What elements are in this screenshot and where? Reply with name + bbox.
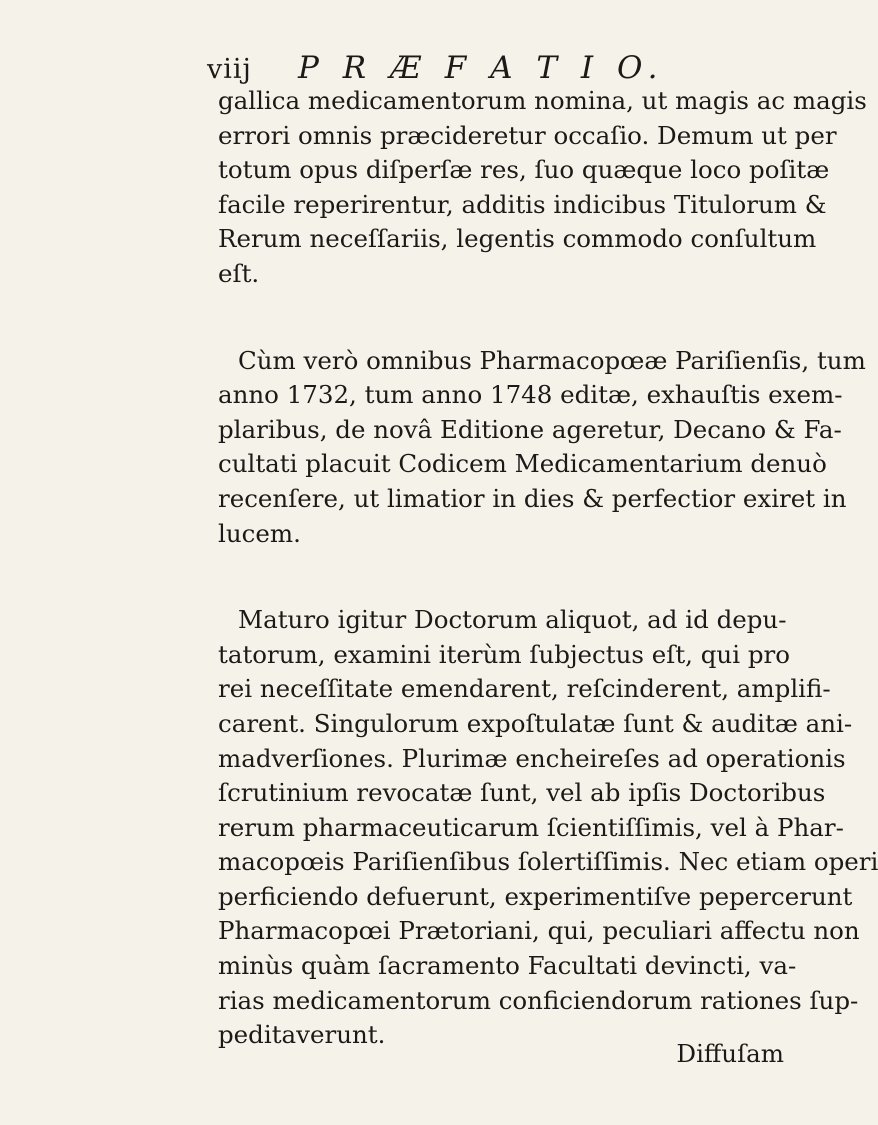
text-line: perficiendo defuerunt, experimentiſve pepercerunt: [218, 881, 853, 911]
paragraph-2: [218, 344, 866, 552]
text-line: Cùm verò omnibus Pharmacopœæ Pariſienſis, tum: [238, 345, 866, 375]
catchword: Diffuſam: [676, 1039, 784, 1068]
text-line: macopœis Pariſienſibus ſolertiſſimis. Nec etiam operi: [218, 847, 878, 877]
text-line: lucem.: [218, 518, 301, 548]
text-line: rei neceſſitate emendarent, reſcinderent, amplifi-: [218, 674, 831, 704]
text-line: rerum pharmaceuticarum ſcientiſſimis, vel à Phar-: [218, 812, 844, 842]
text-line: plaribus, de novâ Editione ageretur, Decano & Fa-: [218, 414, 842, 444]
text-line: ſcrutinium revocatæ ſunt, vel ab ipſis Doctoribus: [218, 778, 826, 808]
text-line: eſt.: [218, 258, 260, 288]
text-line: gallica medicamentorum nomina, ut magis ac magis: [218, 86, 867, 115]
text-line: totum opus diſperſæ res, ſuo quæque loco poſitæ: [218, 155, 830, 185]
text-line: minùs quàm ſacramento Facultati devincti, va-: [218, 951, 797, 981]
text-line: Pharmacopœi Prætoriani, qui, peculiari affectu non: [218, 916, 860, 946]
text-line: rias medicamentorum conficiendorum rationes ſup-: [218, 985, 859, 1015]
folio-number: viij: [207, 54, 252, 85]
text-line: facile reperirentur, additis indicibus Titulorum &: [218, 189, 827, 219]
text-line: errori omnis præcideretur occaſio. Demum ut per: [218, 120, 837, 150]
body-text: [218, 84, 878, 1053]
text-line: cultati placuit Codicem Medicamentarium denuò: [218, 449, 827, 479]
text-line: madverſiones. Plurimæ encheireſes ad operationis: [218, 743, 846, 773]
paragraph-1: [218, 84, 867, 292]
text-line: tatorum, examini iterùm ſubjectus eſt, qui pro: [218, 639, 790, 669]
text-line: Rerum neceſſariis, legentis commodo conſultum: [218, 224, 817, 254]
text-line: Maturo igitur Doctorum aliquot, ad id depu-: [238, 605, 787, 635]
text-line: peditaverunt.: [218, 1020, 386, 1050]
paragraph-3: [218, 603, 878, 1053]
text-line: anno 1732, tum anno 1748 editæ, exhauſtis exem-: [218, 380, 843, 410]
running-title: P R Æ F A T I O.: [298, 50, 665, 86]
text-line: carent. Singulorum expoſtulatæ ſunt & auditæ ani-: [218, 708, 853, 738]
text-line: recenſere, ut limatior in dies & perfectior exiret in: [218, 483, 847, 513]
